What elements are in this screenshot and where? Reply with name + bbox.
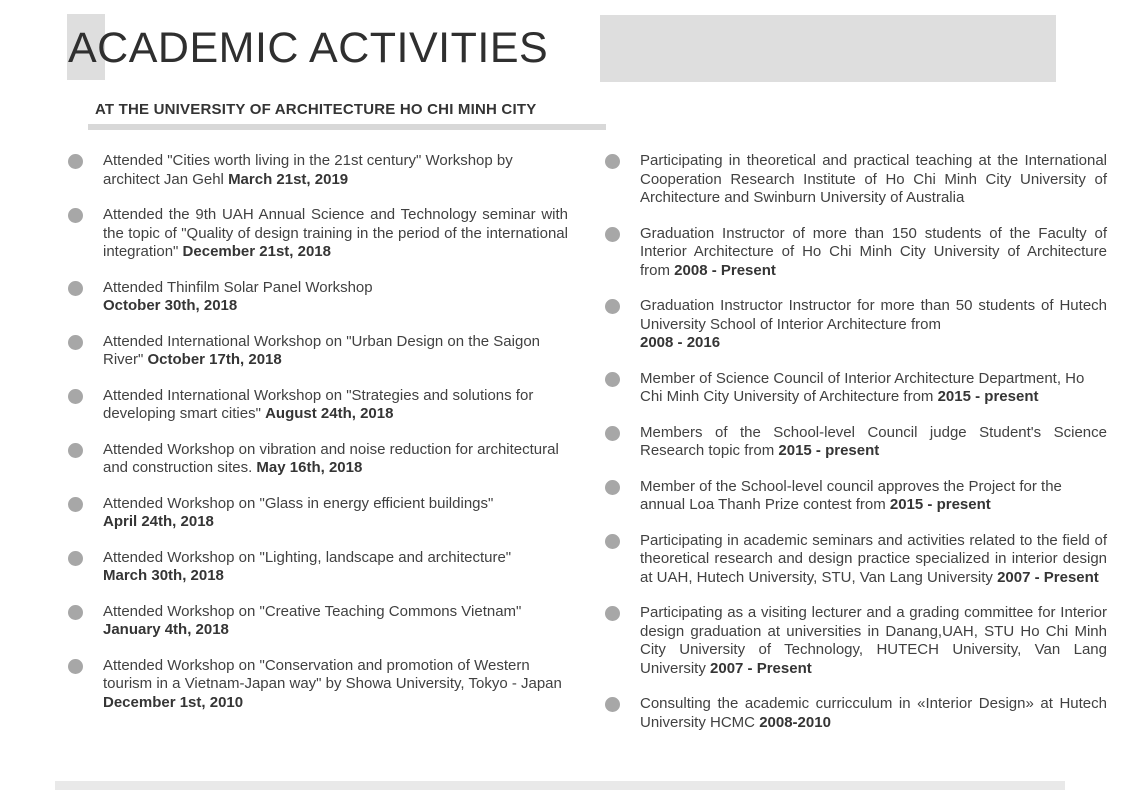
activity-item xyxy=(68,333,568,370)
bullet-icon xyxy=(605,227,620,242)
activity-item xyxy=(68,495,568,532)
activities-column-right xyxy=(605,152,1107,749)
activity-text: Attended International Workshop on "Strategies and solutions for developing smart cities" August 24th, 2018 xyxy=(103,386,534,422)
activity-text: Participating in academic seminars and activities related to the field of theoretical research and design practice specialized in interior design at UAH, Hutech University, STU, Van Lang University 2007 - Present xyxy=(640,531,1107,586)
subtitle-underline-bar xyxy=(88,124,606,130)
bullet-icon xyxy=(605,697,620,712)
activity-text: Attended "Cities worth living in the 21st century" Workshop by architect Jan Gehl March 21st, 2019 xyxy=(103,152,513,188)
activity-text: Attended Workshop on vibration and noise reduction for architectural and construction sites. May 16th, 2018 xyxy=(103,440,559,476)
activity-item xyxy=(68,206,568,262)
activity-text: Graduation Instructor of more than 150 students of the Faculty of Interior Architecture of Ho Chi Minh City University of Architecture from 2008 - Present xyxy=(640,224,1107,279)
bullet-icon xyxy=(68,208,83,223)
activity-text: Attended Workshop on "Creative Teaching Commons Vietnam" January 4th, 2018 xyxy=(103,602,522,638)
activity-item xyxy=(68,387,568,424)
bullet-icon xyxy=(605,606,620,621)
activity-text: Attended Workshop on "Lighting, landscape and architecture" March 30th, 2018 xyxy=(103,548,512,584)
bullet-icon xyxy=(68,659,83,674)
activity-item xyxy=(68,657,568,713)
footer-bar xyxy=(55,781,1065,790)
header-accent-block xyxy=(600,15,1056,82)
activity-item xyxy=(68,279,568,316)
bullet-icon xyxy=(68,281,83,296)
activity-text: Graduation Instructor Instructor for more than 50 students of Hutech University School of Interior Architecture from 2008 - 2016 xyxy=(640,297,1107,351)
activity-text: Member of Science Council of Interior Architecture Department, Ho Chi Minh City University of Architecture from 2015 - present xyxy=(640,369,1085,405)
bullet-icon xyxy=(68,389,83,404)
activity-text: Consulting the academic curricculum in «Interior Design» at Hutech University HCMC 2008-2010 xyxy=(640,695,1107,731)
activities-column-left xyxy=(68,152,568,729)
bullet-icon xyxy=(605,299,620,314)
activity-item xyxy=(605,424,1107,461)
activity-text: Attended the 9th UAH Annual Science and Technology seminar with the topic of "Quality of design training in the period of the international integration" December 21st, 2018 xyxy=(103,206,568,260)
bullet-icon xyxy=(68,154,83,169)
activity-text: Attended Thinfilm Solar Panel Workshop October 30th, 2018 xyxy=(103,278,373,314)
activity-item xyxy=(605,297,1107,353)
bullet-icon xyxy=(68,605,83,620)
page-title: ACADEMIC ACTIVITIES xyxy=(68,24,549,72)
activity-text: Member of the School-level council approves the Project for the annual Loa Thanh Prize contest from 2015 - present xyxy=(640,477,1062,513)
activity-item xyxy=(68,441,568,478)
bullet-icon xyxy=(605,426,620,441)
activity-item xyxy=(605,225,1107,281)
bullet-icon xyxy=(68,335,83,350)
activity-item xyxy=(605,370,1107,407)
bullet-icon xyxy=(68,497,83,512)
activity-text: Attended International Workshop on "Urban Design on the Saigon River" October 17th, 2018 xyxy=(103,332,540,368)
activity-item xyxy=(605,152,1107,208)
activity-item xyxy=(605,604,1107,678)
bullet-icon xyxy=(605,154,620,169)
activity-item xyxy=(68,603,568,640)
activity-item xyxy=(605,532,1107,588)
activity-item xyxy=(68,549,568,586)
page-subtitle: AT THE UNIVERSITY OF ARCHITECTURE HO CHI MINH CITY xyxy=(95,101,537,118)
activity-text: Participating in theoretical and practical teaching at the International Cooperation Research Institute of Ho Chi Minh City University of Architecture and Swinburn University of Australia xyxy=(640,152,1107,206)
activity-text: Members of the School-level Council judge Student's Science Research topic from 2015 - present xyxy=(640,423,1107,459)
bullet-icon xyxy=(68,443,83,458)
activity-text: Attended Workshop on "Glass in energy efficient buildings" April 24th, 2018 xyxy=(103,494,494,530)
activity-item xyxy=(605,478,1107,515)
bullet-icon xyxy=(605,372,620,387)
activity-item xyxy=(605,695,1107,732)
bullet-icon xyxy=(605,534,620,549)
activity-text: Attended Workshop on "Conservation and promotion of Western tourism in a Vietnam-Japan way" by Showa University, Tokyo - Japan December 1st, 2010 xyxy=(103,656,562,711)
bullet-icon xyxy=(605,480,620,495)
activity-text: Participating as a visiting lecturer and a grading committee for Interior design graduation at universities in Danang,UAH, STU Ho Chi Minh City University of Technology, HUTECH University, Van Lang University 2007 - Present xyxy=(640,604,1107,677)
bullet-icon xyxy=(68,551,83,566)
activity-item xyxy=(68,152,568,189)
